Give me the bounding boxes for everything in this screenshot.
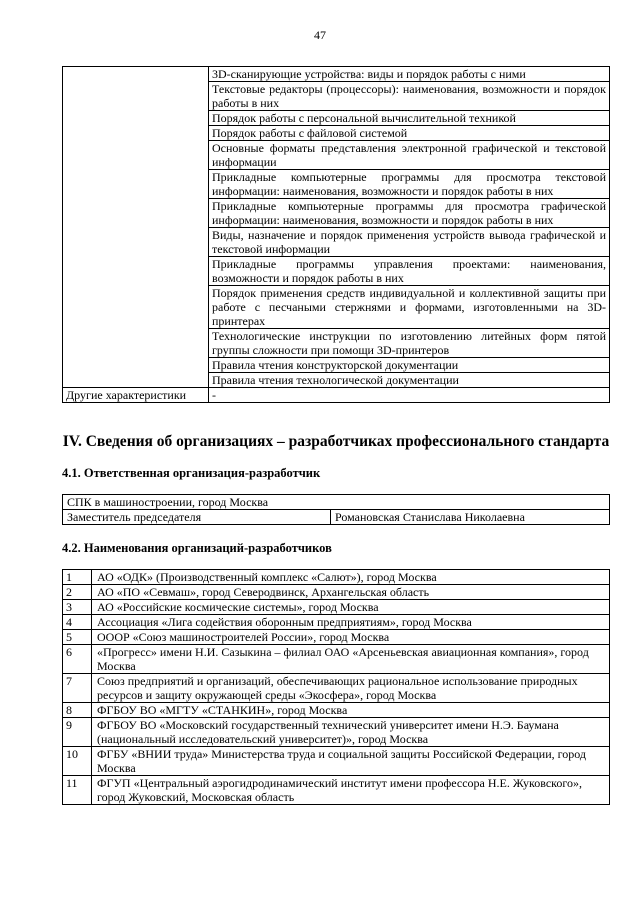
knowledge-item: Прикладные компьютерные программы для просмотра текстовой информации: наименования, возможности и порядок работы в них <box>209 170 610 199</box>
org-number: 9 <box>63 718 92 747</box>
org-number: 6 <box>63 645 92 674</box>
org-name: ФГБУ «ВНИИ труда» Министерства труда и социальной защиты Российской Федерации, город Москва <box>92 747 610 776</box>
table-row <box>63 585 610 600</box>
table-row <box>63 570 610 585</box>
table-row <box>63 645 610 674</box>
knowledge-label-cell <box>63 67 209 388</box>
table-row <box>63 630 610 645</box>
responsible-org-table <box>62 494 610 525</box>
knowledge-item: Правила чтения конструкторской документации <box>209 358 610 373</box>
section-title: IV. Сведения об организациях – разработчиках профессионального стандарта <box>62 433 610 450</box>
org-number: 8 <box>63 703 92 718</box>
knowledge-item: Порядок применения средств индивидуальной и коллективной защиты при работе с песчаными стержнями и формами, изготовленными на 3D-принтерах <box>209 286 610 329</box>
org-name: ФГУП «Центральный аэрогидродинамический институт имени профессора Н.Е. Жуковского», город Жуковский, Московская область <box>92 776 610 805</box>
table-row <box>63 776 610 805</box>
org-number: 4 <box>63 615 92 630</box>
developer-orgs-heading: 4.2. Наименования организаций-разработчиков <box>62 541 332 555</box>
table-row <box>63 674 610 703</box>
knowledge-item: Порядок работы с файловой системой <box>209 126 610 141</box>
knowledge-item: Правила чтения технологической документации <box>209 373 610 388</box>
table-row <box>63 615 610 630</box>
org-name: АО «ПО «Севмаш», город Северодвинск, Архангельская область <box>92 585 610 600</box>
org-name: «Прогресс» имени Н.И. Сазыкина – филиал ОАО «Арсеньевская авиационная компания», город Москва <box>92 645 610 674</box>
org-name: Ассоциация «Лига содействия оборонным предприятиям», город Москва <box>92 615 610 630</box>
page-number: 47 <box>314 28 326 42</box>
org-number: 1 <box>63 570 92 585</box>
other-characteristics-value: - <box>209 388 610 403</box>
org-name: ФГБОУ ВО «МГТУ «СТАНКИН», город Москва <box>92 703 610 718</box>
knowledge-item: Технологические инструкции по изготовлению литейных форм пятой группы сложности при помощи 3D-принтеров <box>209 329 610 358</box>
knowledge-item: Прикладные компьютерные программы для просмотра графической информации: наименования, возможности и порядок работы в них <box>209 199 610 228</box>
knowledge-item: Текстовые редакторы (процессоры): наименования, возможности и порядок работы в них <box>209 82 610 111</box>
org-name: Союз предприятий и организаций, обеспечивающих рациональное использование природных ресурсов и защиту окружающей среды «Экосфера», город Москва <box>92 674 610 703</box>
table-row <box>63 600 610 615</box>
developer-orgs-table <box>62 569 610 805</box>
knowledge-item: Прикладные программы управления проектами: наименования, возможности и порядок работы в них <box>209 257 610 286</box>
org-name: АО «ОДК» (Производственный комплекс «Салют»), город Москва <box>92 570 610 585</box>
org-number: 3 <box>63 600 92 615</box>
org-number: 2 <box>63 585 92 600</box>
knowledge-item: Основные форматы представления электронной графической и текстовой информации <box>209 141 610 170</box>
org-name: АО «Российские космические системы», город Москва <box>92 600 610 615</box>
table-row <box>63 67 610 82</box>
org-name: ОООР «Союз машиностроителей России», город Москва <box>92 630 610 645</box>
knowledge-item: Виды, назначение и порядок применения устройств вывода графической и текстовой информации <box>209 228 610 257</box>
table-row <box>63 747 610 776</box>
table-row <box>63 495 610 510</box>
responsible-person: Романовская Станислава Николаевна <box>331 510 610 525</box>
responsible-org-heading: 4.1. Ответственная организация-разработчик <box>62 466 321 480</box>
org-name: ФГБОУ ВО «Московский государственный технический университет имени Н.Э. Баумана (национальный исследовательский университет)», город Москва <box>92 718 610 747</box>
table-row <box>63 703 610 718</box>
org-number: 11 <box>63 776 92 805</box>
other-characteristics-label: Другие характеристики <box>63 388 209 403</box>
org-number: 10 <box>63 747 92 776</box>
required-knowledge-table <box>62 66 610 403</box>
knowledge-item: Порядок работы с персональной вычислительной техникой <box>209 111 610 126</box>
org-number: 5 <box>63 630 92 645</box>
knowledge-item: 3D-сканирующие устройства: виды и порядок работы с ними <box>209 67 610 82</box>
responsible-position: Заместитель председателя <box>63 510 331 525</box>
responsible-org-name: СПК в машиностроении, город Москва <box>63 495 610 510</box>
table-row <box>63 718 610 747</box>
org-number: 7 <box>63 674 92 703</box>
table-row <box>63 510 610 525</box>
table-row <box>63 388 610 403</box>
